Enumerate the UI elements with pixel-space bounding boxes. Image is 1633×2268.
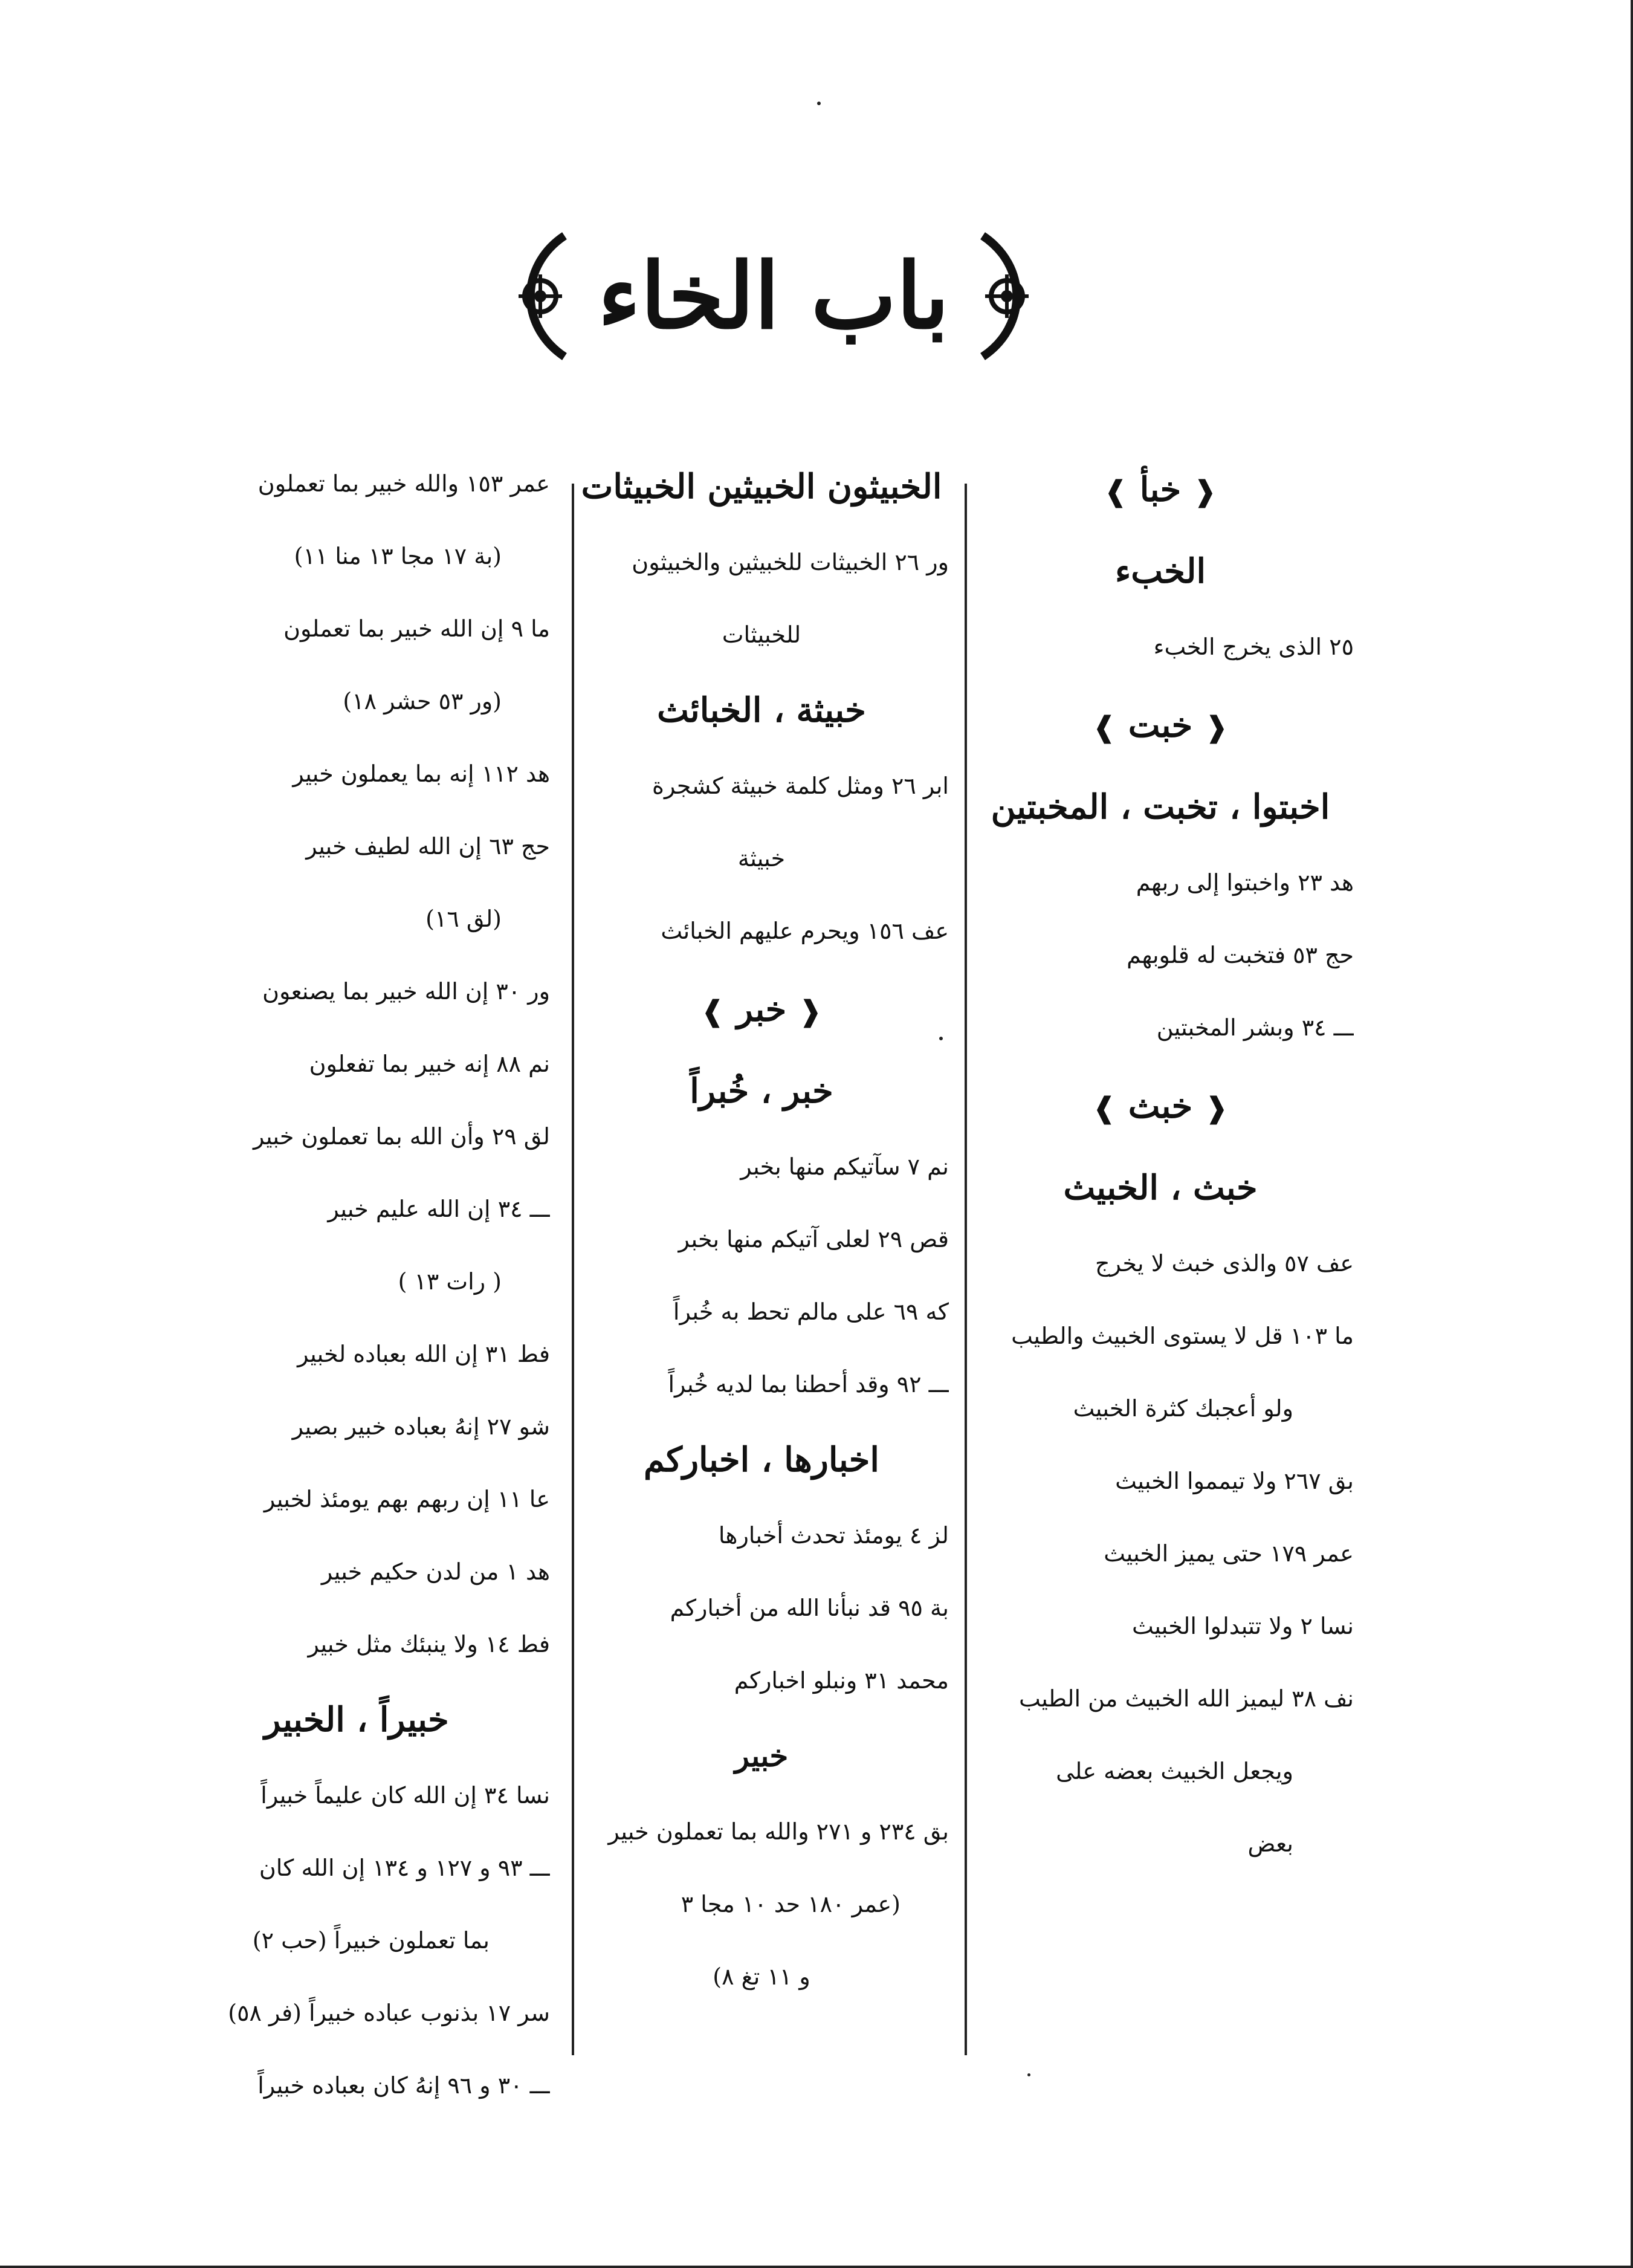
subheading: خبر ، خُبراً — [690, 1071, 833, 1111]
cross-reference: (بة ١٧ مجا ١٣ منا ١١) — [294, 543, 502, 569]
subheading: خبير — [734, 1738, 789, 1774]
verse-entry: ور ٣٠ إن الله خبير بما يصنعون — [262, 978, 550, 1005]
column-middle — [574, 447, 949, 2075]
verse-entry: هد ٢٣ واخبتوا إلى ربهم — [1136, 869, 1354, 896]
subheading: اخبارها ، اخباركم — [644, 1440, 879, 1480]
root-heading: ❰ خبث ❱ — [1092, 1086, 1229, 1126]
verse-entry: عا ١١ إن ربهم بهم يومئذ لخبير — [264, 1486, 550, 1512]
verse-entry: لق ٢٩ وأن الله بما تعملون خبير — [253, 1123, 550, 1150]
verse-entry: بق ٢٦٧ ولا تيمموا الخبيث — [1115, 1468, 1354, 1494]
verse-entry: فط ١٤ ولا ينبئك مثل خبير — [308, 1631, 550, 1657]
verse-entry: قص ٢٩ لعلى آتيكم منها بخبر — [678, 1226, 949, 1252]
verse-entry: ـــ ٣٤ وبشر المخبتين — [1156, 1014, 1354, 1041]
subheading: خبيراً ، الخبير — [264, 1700, 449, 1740]
verse-continuation: بعض — [1247, 1830, 1293, 1857]
verse-entry: عف ١٥٦ ويحرم عليهم الخبائث — [661, 918, 949, 944]
verse-entry: عمر ١٧٩ حتى يميز الخبيث — [1104, 1540, 1354, 1567]
page-edge-bottom — [0, 2266, 1633, 2268]
verse-entry: هد ١ من لدن حكيم خبير — [321, 1558, 550, 1585]
cross-reference: و ١١ تغ ٨) — [713, 1963, 810, 1990]
verse-entry: ور ٢٦ الخبيثات للخبيثين والخبيثون — [632, 549, 949, 575]
subheading: خبيثة ، الخبائث — [657, 690, 866, 730]
verse-entry: ٢٥ الذى يخرج الخبء — [1153, 633, 1354, 660]
verse-continuation: خبيثة — [737, 845, 786, 872]
page-edge-right — [1631, 0, 1633, 2268]
verse-continuation: للخبيثات — [722, 621, 801, 648]
verse-entry: نسا ٢ ولا تتبدلوا الخبيث — [1132, 1613, 1354, 1639]
root-heading: ❰ خبت ❱ — [1092, 705, 1229, 745]
subheading: الخبيثون الخبيثين الخبيثات — [581, 467, 942, 507]
cross-reference: ( رات ١٣ ) — [398, 1268, 502, 1295]
subheading: اخبتوا ، تخبت ، المخبتين — [991, 787, 1330, 827]
verse-entry: كه ٦٩ على مالم تحط به خُبراً — [673, 1298, 949, 1325]
column-left — [163, 447, 550, 2099]
subheading: الخبء — [1114, 551, 1206, 591]
verse-entry: سر ١٧ بذنوب عباده خبيراً (فر ٥٨) — [228, 2000, 550, 2026]
subheading: خبث ، الخبيث — [1063, 1168, 1258, 1208]
verse-entry: ـــ ٩٣ و ١٢٧ و ١٣٤ إن الله كان — [259, 1855, 550, 1881]
column-right — [967, 447, 1354, 2075]
ornament-bracket-icon — [507, 230, 574, 363]
verse-entry: ابر ٢٦ ومثل كلمة خبيثة كشجرة — [652, 773, 949, 799]
verse-entry: ـــ ٣٤ إن الله عليم خبير — [328, 1196, 550, 1222]
root-heading: ❰ خبأ ❱ — [1103, 470, 1217, 510]
verse-entry: نسا ٣٤ إن الله كان عليماً خبيراً — [260, 1782, 550, 1809]
verse-continuation: ولو أعجبك كثرة الخبيث — [1073, 1395, 1293, 1422]
ornament-bracket-icon — [974, 230, 1040, 363]
verse-entry: حج ٥٣ فتخبت له قلوبهم — [1127, 942, 1354, 968]
page-title: باب الخاء — [598, 243, 949, 349]
verse-entry: محمد ٣١ ونبلو اخباركم — [734, 1667, 949, 1694]
verse-continuation: بما تعملون خبيراً (حب ٢) — [252, 1927, 490, 1954]
verse-entry: عمر ١٥٣ والله خبير بما تعملون — [257, 470, 550, 497]
verse-entry: ـــ ٩٢ وقد أحطنا بما لديه خُبراً — [668, 1371, 949, 1398]
verse-entry: ـــ ٣٠ و ٩٦ إنهُ كان بعباده خبيراً — [257, 2072, 550, 2099]
cross-reference: (عمر ١٨٠ حد ١٠ مجا ٣ — [681, 1891, 901, 1917]
verse-entry: حج ٦٣ إن الله لطيف خبير — [306, 833, 550, 860]
verse-entry: لز ٤ يومئذ تحدث أخبارها — [718, 1522, 949, 1549]
verse-entry: شو ٢٧ إنهُ بعباده خبير بصير — [292, 1413, 550, 1440]
verse-entry: بق ٢٣٤ و ٢٧١ والله بما تعملون خبير — [608, 1818, 949, 1845]
verse-entry: نم ٨٨ إنه خبير بما تفعلون — [309, 1051, 550, 1077]
verse-entry: فط ٣١ إن الله بعباده لخبير — [297, 1341, 550, 1367]
cross-reference: (ور ٥٣ حشر ١٨) — [343, 688, 502, 714]
verse-entry: نف ٣٨ ليميز الله الخبيث من الطيب — [1018, 1685, 1354, 1712]
verse-entry: هد ١١٢ إنه بما يعملون خبير — [293, 760, 550, 787]
verse-entry: بة ٩٥ قد نبأنا الله من أخباركم — [670, 1595, 949, 1621]
chapter-header — [459, 218, 1088, 375]
scan-speck — [817, 102, 821, 105]
verse-entry: ما ١٠٣ قل لا يستوى الخبيث والطيب — [1011, 1323, 1354, 1349]
verse-entry: ما ٩ إن الله خبير بما تعملون — [283, 615, 550, 642]
root-heading: ❰ خبر ❱ — [700, 990, 823, 1029]
verse-entry: نم ٧ سآتيكم منها بخبر — [740, 1153, 949, 1180]
verse-entry: عف ٥٧ والذى خبث لا يخرج — [1095, 1250, 1354, 1277]
cross-reference: (لق ١٦) — [425, 906, 502, 932]
verse-continuation: ويجعل الخبيث بعضه على — [1056, 1758, 1293, 1784]
